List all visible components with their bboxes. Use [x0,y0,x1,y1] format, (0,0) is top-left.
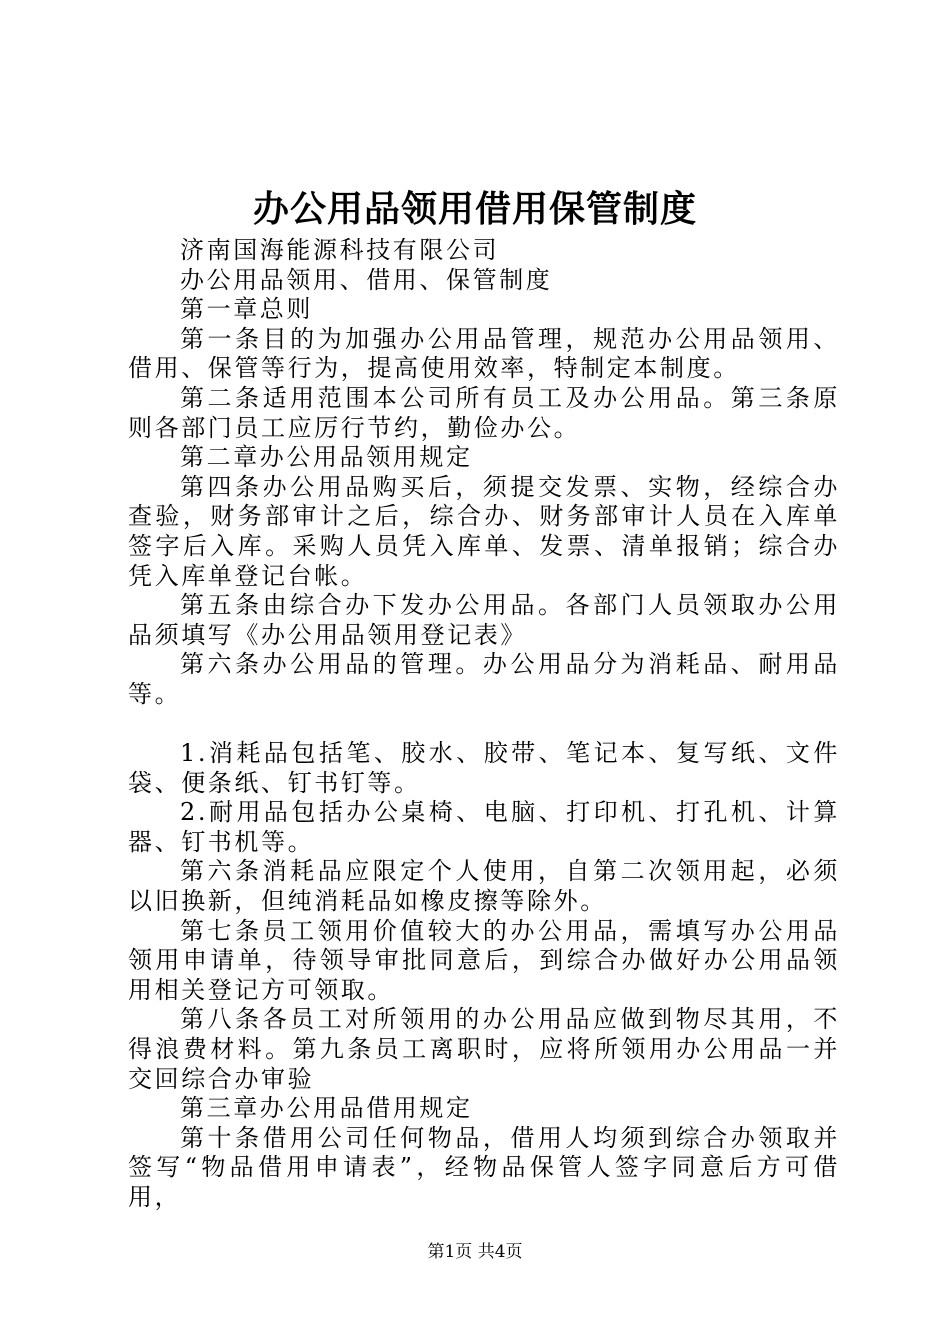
company-name-line: 济南国海能源科技有限公司 [180,236,500,264]
article-6b-paragraph: 第六条消耗品应限定个人使用，自第二次领用起，必须以旧换新，但纯消耗品如橡皮擦等除外。 [128,857,840,916]
document-body [128,236,840,1213]
article-7-paragraph: 第七条员工领用价值较大的办公用品，需填写办公用品领用申请单，待领导审批同意后，到综合办做好办公用品领用相关登记方可领取。 [128,916,840,1004]
list-item-durables: 2.耐用品包括办公桌椅、电脑、打印机、打孔机、计算器、钉书机等。 [128,798,840,856]
chapter-1-heading: 第一章总则 [180,295,313,324]
page-number-footer: 第1页 共4页 [427,1242,523,1262]
article-5-paragraph: 第五条由综合办下发办公用品。各部门人员领取办公用品须填写《办公用品领用登记表》 [128,591,840,649]
article-2-3-paragraph: 第二条适用范围本公司所有员工及办公用品。第三条原则各部门员工应厉行节约，勤俭办公。 [128,383,840,442]
article-4-paragraph: 第四条办公用品购买后，须提交发票、实物，经综合办查验，财务部审计之后，综合办、财务部审计人员在入库单签字后入库。采购人员凭入库单、发票、清单报销；综合办凭入库单登记台帐。 [128,472,840,590]
article-8-9-paragraph: 第八条各员工对所领用的办公用品应做到物尽其用，不得浪费材料。第九条员工离职时，应将所领用办公用品一并交回综合办审验 [128,1005,840,1093]
blank-line [128,710,840,740]
article-6-paragraph: 第六条办公用品的管理。办公用品分为消耗品、耐用品等。 [128,650,840,708]
document-title: 办公用品领用借用保管制度 [252,188,697,230]
article-10-paragraph: 第十条借用公司任何物品，借用人均须到综合办领取并签写“物品借用申请表”，经物品保管人签字同意后方可借用， [128,1123,840,1211]
article-1-paragraph: 第一条目的为加强办公用品管理，规范办公用品领用、借用、保管等行为，提高使用效率，特制定本制度。 [128,324,840,383]
list-item-consumables: 1.消耗品包括笔、胶水、胶带、笔记本、复写纸、文件袋、便条纸、钉书钉等。 [128,739,840,797]
regulation-name-line: 办公用品领用、借用、保管制度 [180,265,553,294]
chapter-2-heading: 第二章办公用品领用规定 [180,443,473,472]
chapter-3-heading: 第三章办公用品借用规定 [180,1094,473,1123]
